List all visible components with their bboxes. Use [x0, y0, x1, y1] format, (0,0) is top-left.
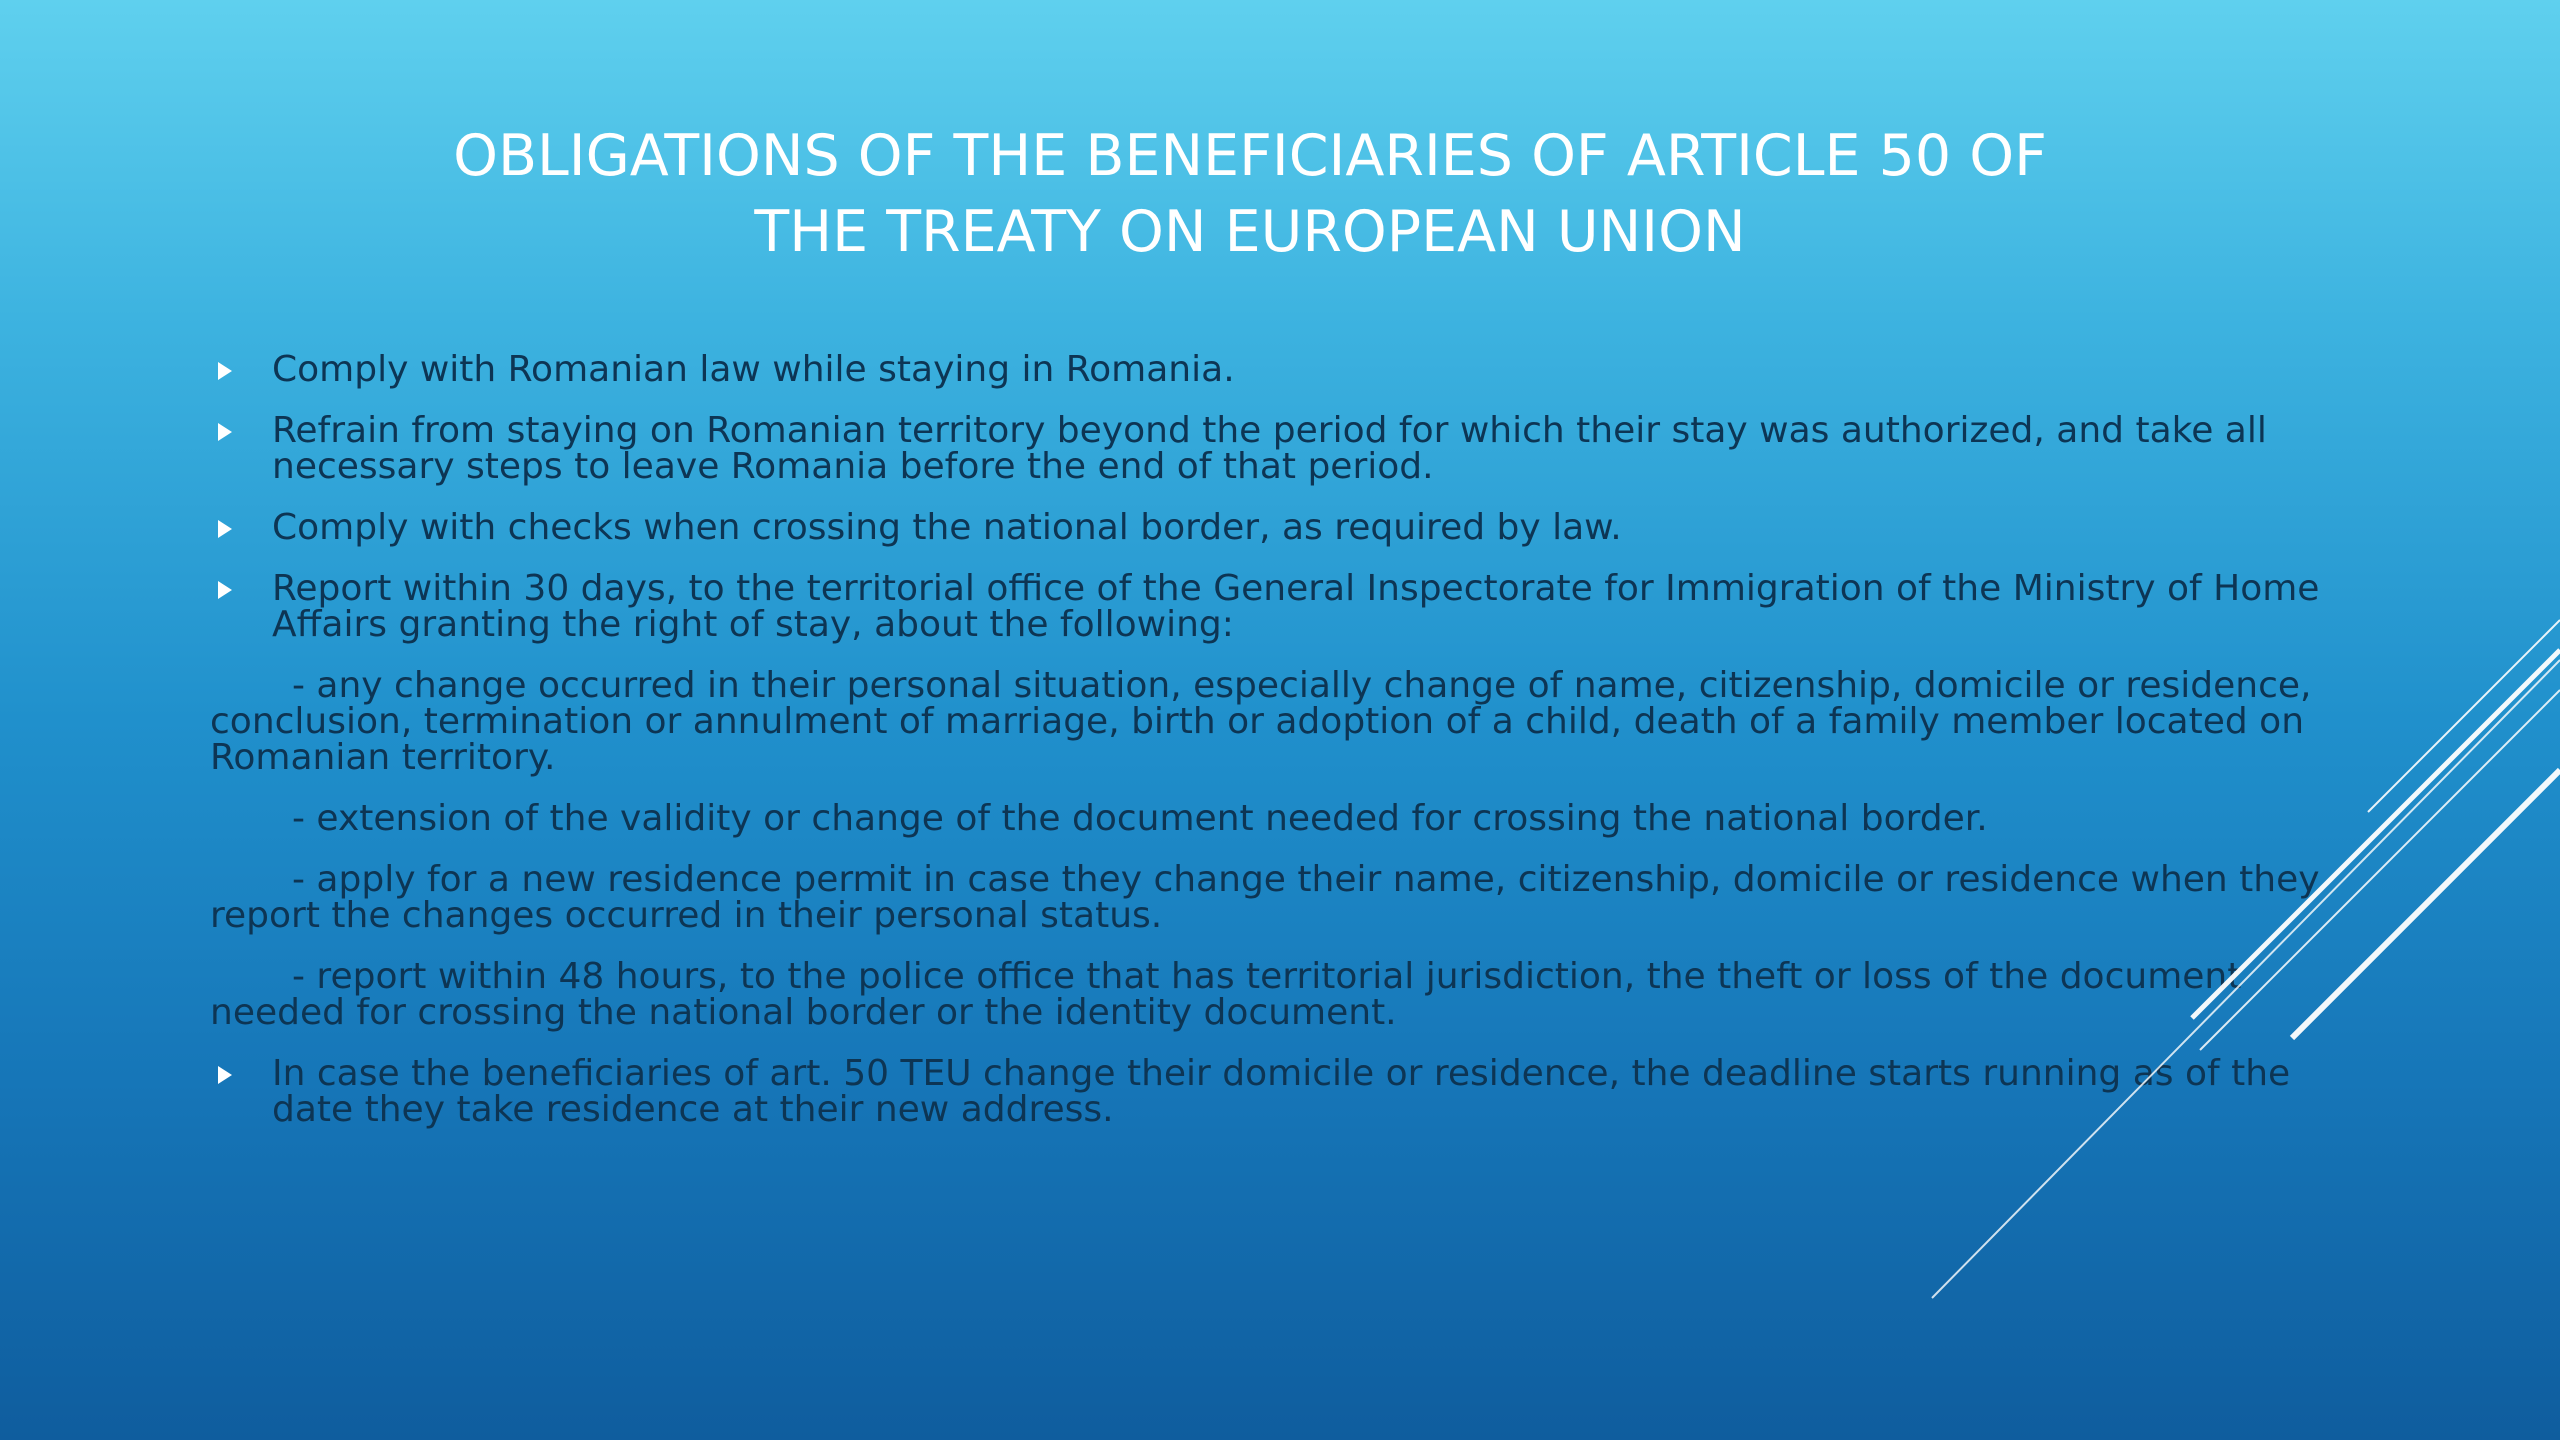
- slide-title-line-2: THE TREATY ON EUROPEAN UNION: [754, 199, 1746, 265]
- sub-item: - apply for a new residence permit in case they change their name, citizenship, domicile or residence when they report the changes occurred in their personal status.: [210, 859, 2320, 936]
- sub-item: - extension of the validity or change of the document needed for crossing the national border.: [292, 798, 1988, 839]
- sub-item: - any change occurred in their personal situation, especially change of name, citizenship, domicile or residence, conclusion, termination or annulment of marriage, birth or adoption of a child, death of a family member located on Romanian territory.: [210, 665, 2312, 778]
- bullet-text: Refrain from staying on Romanian territory beyond the period for which their stay was authorized, and take all necessary steps to leave Romania before the end of that period.: [272, 410, 2267, 487]
- decorative-line: [2292, 770, 2560, 1038]
- slide-title-line-1: OBLIGATIONS OF THE BENEFICIARIES OF ARTICLE 50 OF: [453, 123, 2047, 189]
- decorative-line: [2192, 650, 2560, 1018]
- decorative-line: [2200, 690, 2560, 1050]
- sub-item: - report within 48 hours, to the police office that has territorial jurisdiction, the theft or loss of the document needed for crossing the national border or the identity document.: [210, 956, 2242, 1033]
- decorative-line: [1932, 660, 2560, 1298]
- bullet-text: Comply with checks when crossing the national border, as required by law.: [272, 507, 1622, 548]
- bullet-text: Report within 30 days, to the territorial office of the General Inspectorate for Immigration of the Ministry of Home Affairs granting the right of stay, about the following:: [272, 568, 2320, 645]
- decorative-line: [2368, 620, 2560, 812]
- bullet-text: Comply with Romanian law while staying in Romania.: [272, 349, 1235, 390]
- bullet-text: In case the beneficiaries of art. 50 TEU change their domicile or residence, the deadline starts running as of the date they take residence at their new address.: [272, 1053, 2291, 1130]
